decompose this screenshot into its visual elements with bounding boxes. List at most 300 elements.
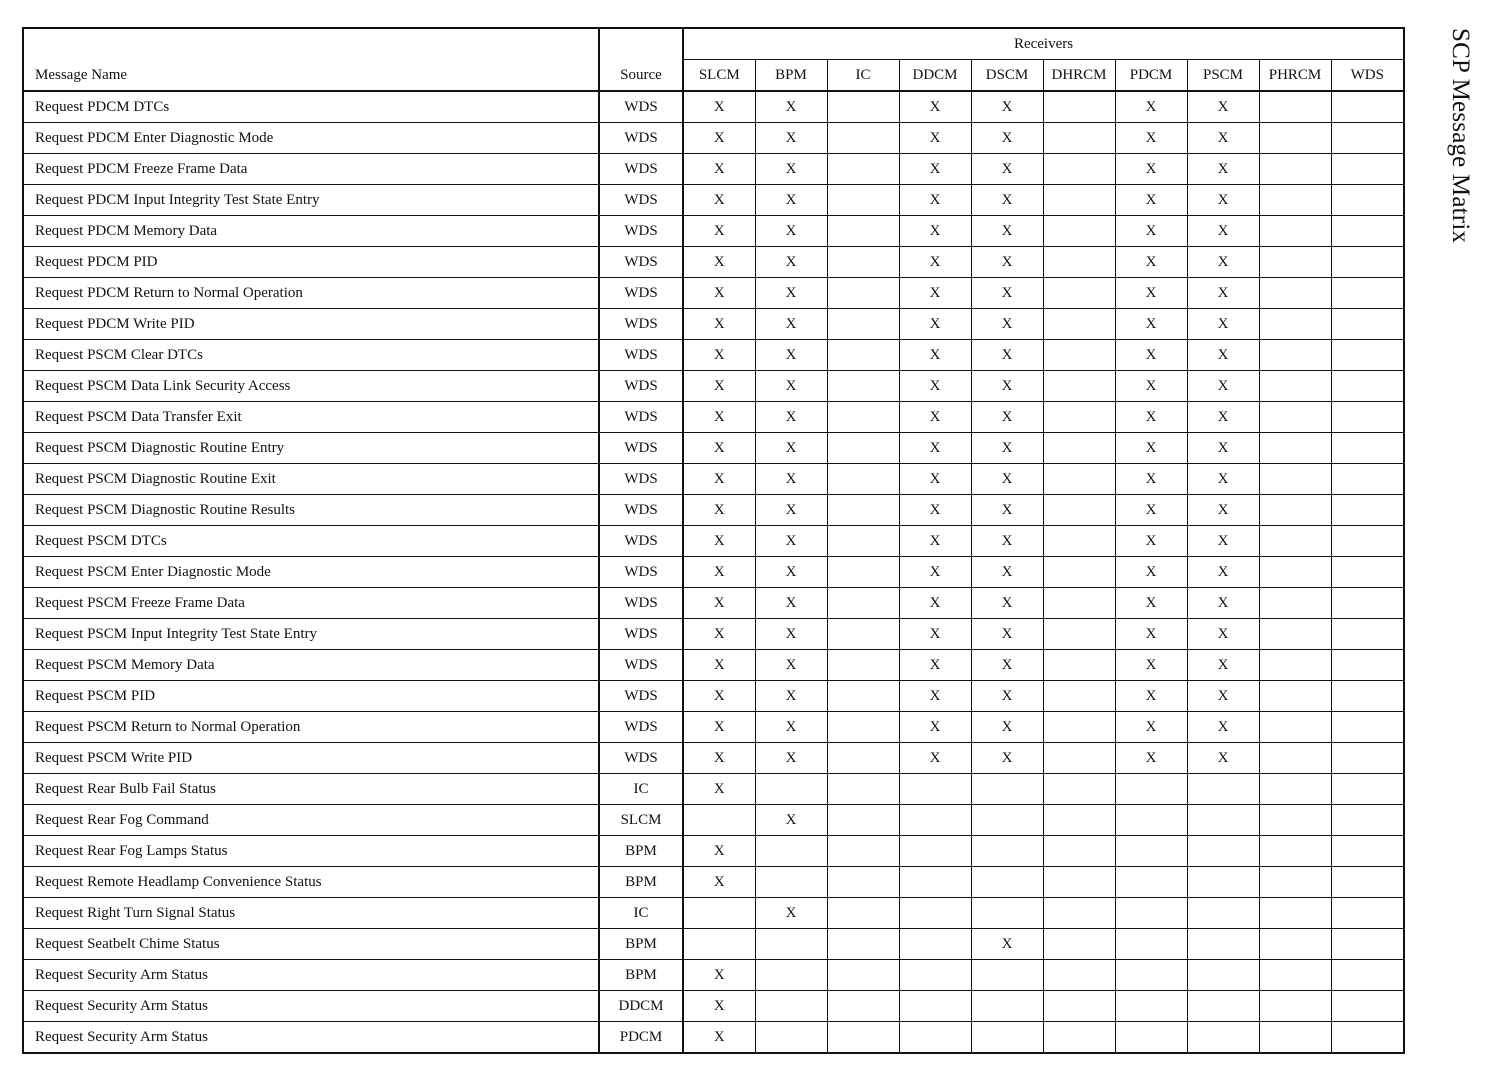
- receiver-cell-pscm: X: [1187, 743, 1259, 774]
- receiver-cell-dhrcm: [1043, 154, 1115, 185]
- table-row: [23, 185, 1404, 216]
- receiver-cell-wds: [1331, 154, 1404, 185]
- receiver-cell-bpm: X: [755, 898, 827, 929]
- receiver-cell-pdcm: X: [1115, 91, 1187, 123]
- receiver-cell-pdcm: X: [1115, 526, 1187, 557]
- message-name-cell: Request Seatbelt Chime Status: [23, 929, 599, 960]
- receiver-cell-bpm: X: [755, 309, 827, 340]
- receiver-cell-bpm: X: [755, 185, 827, 216]
- receiver-cell-dhrcm: [1043, 960, 1115, 991]
- receiver-cell-ddcm: X: [899, 557, 971, 588]
- receiver-cell-ic: [827, 805, 899, 836]
- source-cell: WDS: [599, 650, 683, 681]
- receiver-cell-ddcm: [899, 960, 971, 991]
- receiver-cell-dhrcm: [1043, 681, 1115, 712]
- receiver-cell-ddcm: [899, 867, 971, 898]
- receiver-cell-bpm: X: [755, 495, 827, 526]
- receiver-cell-slcm: X: [683, 836, 755, 867]
- table-row: [23, 464, 1404, 495]
- table-row: [23, 650, 1404, 681]
- receiver-cell-ddcm: X: [899, 309, 971, 340]
- receiver-cell-ddcm: X: [899, 619, 971, 650]
- table-body: [23, 91, 1404, 1053]
- receiver-cell-dhrcm: [1043, 557, 1115, 588]
- receiver-cell-pdcm: X: [1115, 340, 1187, 371]
- receiver-cell-phrcm: [1259, 371, 1331, 402]
- receiver-cell-phrcm: [1259, 929, 1331, 960]
- receiver-cell-ddcm: [899, 929, 971, 960]
- receiver-cell-dscm: [971, 867, 1043, 898]
- table-row: [23, 774, 1404, 805]
- receiver-cell-ic: [827, 216, 899, 247]
- receiver-cell-wds: [1331, 495, 1404, 526]
- receiver-cell-ddcm: X: [899, 712, 971, 743]
- receiver-cell-pdcm: X: [1115, 402, 1187, 433]
- receiver-cell-bpm: X: [755, 557, 827, 588]
- receiver-cell-wds: [1331, 91, 1404, 123]
- receiver-cell-dhrcm: [1043, 588, 1115, 619]
- receiver-cell-slcm: [683, 898, 755, 929]
- table-row: [23, 805, 1404, 836]
- message-name-cell: Request PSCM Diagnostic Routine Results: [23, 495, 599, 526]
- receiver-cell-pdcm: X: [1115, 588, 1187, 619]
- table-row: [23, 216, 1404, 247]
- table-row: [23, 495, 1404, 526]
- page-title-vertical: [1410, 28, 1486, 258]
- receiver-cell-phrcm: [1259, 898, 1331, 929]
- source-cell: BPM: [599, 836, 683, 867]
- receiver-cell-pscm: [1187, 898, 1259, 929]
- receiver-cell-phrcm: [1259, 185, 1331, 216]
- table-row: [23, 154, 1404, 185]
- receiver-cell-phrcm: [1259, 743, 1331, 774]
- receiver-cell-slcm: X: [683, 464, 755, 495]
- receiver-cell-dscm: X: [971, 309, 1043, 340]
- receiver-cell-dhrcm: [1043, 91, 1115, 123]
- receiver-cell-dhrcm: [1043, 991, 1115, 1022]
- source-cell: BPM: [599, 929, 683, 960]
- table-row: [23, 1022, 1404, 1054]
- receiver-cell-pdcm: [1115, 867, 1187, 898]
- receiver-cell-slcm: X: [683, 619, 755, 650]
- receiver-cell-pdcm: X: [1115, 433, 1187, 464]
- receiver-cell-pdcm: X: [1115, 216, 1187, 247]
- receiver-cell-pscm: [1187, 805, 1259, 836]
- receiver-cell-slcm: X: [683, 960, 755, 991]
- receiver-cell-wds: [1331, 526, 1404, 557]
- receiver-cell-pdcm: X: [1115, 557, 1187, 588]
- message-name-cell: Request Security Arm Status: [23, 991, 599, 1022]
- table-row: [23, 743, 1404, 774]
- receiver-cell-bpm: X: [755, 588, 827, 619]
- table-header: [23, 28, 1404, 91]
- receiver-cell-phrcm: [1259, 464, 1331, 495]
- receiver-cell-pscm: X: [1187, 91, 1259, 123]
- receiver-cell-ddcm: X: [899, 91, 971, 123]
- source-cell: WDS: [599, 495, 683, 526]
- header-receiver-dhrcm: DHRCM: [1043, 60, 1115, 92]
- receiver-cell-ic: [827, 495, 899, 526]
- receiver-cell-ddcm: X: [899, 371, 971, 402]
- receiver-cell-slcm: X: [683, 867, 755, 898]
- table-row: [23, 309, 1404, 340]
- receiver-cell-ic: [827, 371, 899, 402]
- receiver-cell-phrcm: [1259, 1022, 1331, 1054]
- receiver-cell-bpm: X: [755, 650, 827, 681]
- source-cell: WDS: [599, 216, 683, 247]
- source-cell: DDCM: [599, 991, 683, 1022]
- source-cell: WDS: [599, 588, 683, 619]
- receiver-cell-ddcm: X: [899, 247, 971, 278]
- table-row: [23, 526, 1404, 557]
- receiver-cell-dscm: [971, 836, 1043, 867]
- receiver-cell-dscm: X: [971, 557, 1043, 588]
- receiver-cell-wds: [1331, 743, 1404, 774]
- source-cell: WDS: [599, 154, 683, 185]
- receiver-cell-ic: [827, 557, 899, 588]
- receiver-cell-pdcm: X: [1115, 619, 1187, 650]
- message-name-cell: Request PSCM Write PID: [23, 743, 599, 774]
- receiver-cell-dscm: X: [971, 185, 1043, 216]
- receiver-cell-slcm: X: [683, 309, 755, 340]
- receiver-cell-dhrcm: [1043, 340, 1115, 371]
- receiver-cell-phrcm: [1259, 836, 1331, 867]
- receiver-cell-bpm: [755, 991, 827, 1022]
- receiver-cell-pdcm: X: [1115, 154, 1187, 185]
- receiver-cell-dscm: X: [971, 929, 1043, 960]
- receiver-cell-pscm: X: [1187, 371, 1259, 402]
- receiver-cell-phrcm: [1259, 588, 1331, 619]
- receiver-cell-dhrcm: [1043, 309, 1115, 340]
- table-row: [23, 371, 1404, 402]
- receiver-cell-bpm: [755, 774, 827, 805]
- source-cell: IC: [599, 898, 683, 929]
- receiver-cell-bpm: X: [755, 402, 827, 433]
- receiver-cell-ddcm: X: [899, 433, 971, 464]
- receiver-cell-wds: [1331, 712, 1404, 743]
- receiver-cell-slcm: X: [683, 650, 755, 681]
- receiver-cell-slcm: X: [683, 774, 755, 805]
- receiver-cell-ic: [827, 526, 899, 557]
- receiver-cell-phrcm: [1259, 650, 1331, 681]
- receiver-cell-dscm: X: [971, 91, 1043, 123]
- receiver-cell-pscm: [1187, 1022, 1259, 1054]
- message-name-cell: Request Rear Fog Command: [23, 805, 599, 836]
- message-name-cell: Request PSCM Clear DTCs: [23, 340, 599, 371]
- receiver-cell-slcm: X: [683, 216, 755, 247]
- message-name-cell: Request PSCM Data Transfer Exit: [23, 402, 599, 433]
- receiver-cell-phrcm: [1259, 154, 1331, 185]
- header-receiver-wds: WDS: [1331, 60, 1404, 92]
- receiver-cell-slcm: X: [683, 991, 755, 1022]
- receiver-cell-dscm: [971, 991, 1043, 1022]
- receiver-cell-phrcm: [1259, 340, 1331, 371]
- receiver-cell-slcm: X: [683, 185, 755, 216]
- receiver-cell-dhrcm: [1043, 619, 1115, 650]
- receiver-cell-pscm: X: [1187, 526, 1259, 557]
- receiver-cell-slcm: X: [683, 557, 755, 588]
- receiver-cell-wds: [1331, 1022, 1404, 1054]
- source-cell: WDS: [599, 681, 683, 712]
- source-cell: WDS: [599, 123, 683, 154]
- receiver-cell-pscm: X: [1187, 309, 1259, 340]
- receiver-cell-phrcm: [1259, 774, 1331, 805]
- receiver-cell-ic: [827, 123, 899, 154]
- source-cell: PDCM: [599, 1022, 683, 1054]
- receiver-cell-pdcm: [1115, 898, 1187, 929]
- receiver-cell-ic: [827, 650, 899, 681]
- table-row: [23, 991, 1404, 1022]
- receiver-cell-dhrcm: [1043, 898, 1115, 929]
- table-row: [23, 123, 1404, 154]
- receiver-cell-ic: [827, 712, 899, 743]
- receiver-cell-dscm: X: [971, 681, 1043, 712]
- receiver-cell-wds: [1331, 805, 1404, 836]
- receiver-cell-ic: [827, 898, 899, 929]
- receiver-cell-phrcm: [1259, 619, 1331, 650]
- receiver-cell-pscm: X: [1187, 216, 1259, 247]
- receiver-cell-wds: [1331, 588, 1404, 619]
- receiver-cell-wds: [1331, 278, 1404, 309]
- receiver-cell-dhrcm: [1043, 247, 1115, 278]
- receiver-cell-wds: [1331, 433, 1404, 464]
- receiver-cell-pdcm: X: [1115, 495, 1187, 526]
- message-name-cell: Request PSCM PID: [23, 681, 599, 712]
- receiver-cell-bpm: [755, 929, 827, 960]
- receiver-cell-pscm: X: [1187, 681, 1259, 712]
- receiver-cell-phrcm: [1259, 805, 1331, 836]
- receiver-cell-bpm: X: [755, 526, 827, 557]
- receiver-cell-slcm: X: [683, 681, 755, 712]
- table-row: [23, 929, 1404, 960]
- message-name-cell: Request Rear Fog Lamps Status: [23, 836, 599, 867]
- receiver-cell-pscm: [1187, 774, 1259, 805]
- receiver-cell-pdcm: X: [1115, 309, 1187, 340]
- receiver-cell-ddcm: X: [899, 278, 971, 309]
- source-cell: WDS: [599, 247, 683, 278]
- receiver-cell-dscm: X: [971, 247, 1043, 278]
- receiver-cell-ddcm: X: [899, 402, 971, 433]
- message-name-cell: Request PDCM Memory Data: [23, 216, 599, 247]
- receiver-cell-bpm: X: [755, 154, 827, 185]
- table-row: [23, 340, 1404, 371]
- receiver-cell-ic: [827, 588, 899, 619]
- receiver-cell-dscm: [971, 960, 1043, 991]
- receiver-cell-slcm: X: [683, 247, 755, 278]
- receiver-cell-dhrcm: [1043, 774, 1115, 805]
- table-row: [23, 91, 1404, 123]
- message-name-cell: Request Right Turn Signal Status: [23, 898, 599, 929]
- receiver-cell-dhrcm: [1043, 185, 1115, 216]
- receiver-cell-dscm: X: [971, 371, 1043, 402]
- receiver-cell-bpm: X: [755, 681, 827, 712]
- receiver-cell-bpm: X: [755, 712, 827, 743]
- receiver-cell-dhrcm: [1043, 495, 1115, 526]
- receiver-cell-dscm: [971, 1022, 1043, 1054]
- receiver-cell-slcm: X: [683, 402, 755, 433]
- receiver-cell-slcm: X: [683, 588, 755, 619]
- receiver-cell-bpm: [755, 867, 827, 898]
- receiver-cell-pdcm: X: [1115, 247, 1187, 278]
- receiver-cell-wds: [1331, 464, 1404, 495]
- receiver-cell-ic: [827, 836, 899, 867]
- header-message-name: Message Name: [23, 28, 599, 91]
- receiver-cell-ddcm: [899, 898, 971, 929]
- receiver-cell-pscm: X: [1187, 123, 1259, 154]
- receiver-cell-pdcm: X: [1115, 278, 1187, 309]
- receiver-cell-dscm: X: [971, 340, 1043, 371]
- receiver-cell-bpm: X: [755, 91, 827, 123]
- source-cell: WDS: [599, 402, 683, 433]
- receiver-cell-pscm: X: [1187, 557, 1259, 588]
- receiver-cell-pscm: X: [1187, 247, 1259, 278]
- source-cell: BPM: [599, 960, 683, 991]
- receiver-cell-pdcm: [1115, 960, 1187, 991]
- receiver-cell-phrcm: [1259, 433, 1331, 464]
- receiver-cell-wds: [1331, 216, 1404, 247]
- receiver-cell-wds: [1331, 650, 1404, 681]
- message-name-cell: Request PSCM Diagnostic Routine Entry: [23, 433, 599, 464]
- receiver-cell-ddcm: [899, 991, 971, 1022]
- receiver-cell-pscm: X: [1187, 278, 1259, 309]
- receiver-cell-dscm: X: [971, 216, 1043, 247]
- source-cell: WDS: [599, 526, 683, 557]
- receiver-cell-dhrcm: [1043, 1022, 1115, 1054]
- receiver-cell-wds: [1331, 123, 1404, 154]
- table-row: [23, 960, 1404, 991]
- receiver-cell-dscm: X: [971, 278, 1043, 309]
- receiver-cell-bpm: X: [755, 371, 827, 402]
- table-row: [23, 619, 1404, 650]
- receiver-cell-dhrcm: [1043, 464, 1115, 495]
- source-cell: WDS: [599, 371, 683, 402]
- receiver-cell-dscm: X: [971, 526, 1043, 557]
- receiver-cell-bpm: X: [755, 247, 827, 278]
- message-name-cell: Request PSCM Data Link Security Access: [23, 371, 599, 402]
- receiver-cell-dscm: X: [971, 588, 1043, 619]
- receiver-cell-pscm: [1187, 929, 1259, 960]
- receiver-cell-dscm: X: [971, 154, 1043, 185]
- receiver-cell-ic: [827, 743, 899, 774]
- receiver-cell-dscm: [971, 774, 1043, 805]
- receiver-cell-ddcm: X: [899, 154, 971, 185]
- message-name-cell: Request PSCM Enter Diagnostic Mode: [23, 557, 599, 588]
- table-row: [23, 588, 1404, 619]
- receiver-cell-phrcm: [1259, 247, 1331, 278]
- receiver-cell-ic: [827, 681, 899, 712]
- receiver-cell-phrcm: [1259, 526, 1331, 557]
- receiver-cell-bpm: X: [755, 464, 827, 495]
- receiver-cell-pscm: X: [1187, 464, 1259, 495]
- table-row: [23, 898, 1404, 929]
- receiver-cell-pdcm: X: [1115, 743, 1187, 774]
- receiver-cell-pscm: X: [1187, 650, 1259, 681]
- table-row: [23, 278, 1404, 309]
- source-cell: SLCM: [599, 805, 683, 836]
- receiver-cell-bpm: [755, 960, 827, 991]
- source-cell: WDS: [599, 91, 683, 123]
- receiver-cell-wds: [1331, 557, 1404, 588]
- header-receiver-phrcm: PHRCM: [1259, 60, 1331, 92]
- receiver-cell-dhrcm: [1043, 278, 1115, 309]
- receiver-cell-ddcm: X: [899, 123, 971, 154]
- receiver-cell-wds: [1331, 991, 1404, 1022]
- receiver-cell-pdcm: [1115, 929, 1187, 960]
- message-name-cell: Request PSCM DTCs: [23, 526, 599, 557]
- receiver-cell-pdcm: [1115, 1022, 1187, 1054]
- receiver-cell-ic: [827, 340, 899, 371]
- receiver-cell-slcm: X: [683, 371, 755, 402]
- receiver-cell-bpm: X: [755, 216, 827, 247]
- receiver-cell-ic: [827, 1022, 899, 1054]
- receiver-cell-pdcm: [1115, 991, 1187, 1022]
- message-name-cell: Request PSCM Memory Data: [23, 650, 599, 681]
- receiver-cell-wds: [1331, 371, 1404, 402]
- receiver-cell-slcm: X: [683, 712, 755, 743]
- receiver-cell-ddcm: X: [899, 681, 971, 712]
- receiver-cell-dhrcm: [1043, 743, 1115, 774]
- message-name-cell: Request PDCM Enter Diagnostic Mode: [23, 123, 599, 154]
- receiver-cell-dhrcm: [1043, 805, 1115, 836]
- message-name-cell: Request PSCM Freeze Frame Data: [23, 588, 599, 619]
- receiver-cell-ddcm: X: [899, 650, 971, 681]
- receiver-cell-dhrcm: [1043, 650, 1115, 681]
- receiver-cell-ic: [827, 91, 899, 123]
- receiver-cell-pdcm: [1115, 774, 1187, 805]
- receiver-cell-wds: [1331, 340, 1404, 371]
- receiver-cell-slcm: X: [683, 278, 755, 309]
- receiver-cell-slcm: X: [683, 526, 755, 557]
- source-cell: WDS: [599, 340, 683, 371]
- receiver-cell-ic: [827, 185, 899, 216]
- receiver-cell-bpm: X: [755, 805, 827, 836]
- receiver-cell-wds: [1331, 960, 1404, 991]
- receiver-cell-pscm: X: [1187, 185, 1259, 216]
- receiver-cell-slcm: X: [683, 340, 755, 371]
- receiver-cell-ddcm: X: [899, 495, 971, 526]
- table-row: [23, 247, 1404, 278]
- receiver-cell-pscm: [1187, 867, 1259, 898]
- receiver-cell-phrcm: [1259, 495, 1331, 526]
- receiver-cell-wds: [1331, 619, 1404, 650]
- receiver-cell-phrcm: [1259, 91, 1331, 123]
- receiver-cell-pscm: X: [1187, 712, 1259, 743]
- receiver-cell-wds: [1331, 774, 1404, 805]
- page-title: SCP Message Matrix: [1447, 28, 1474, 244]
- table-row: [23, 836, 1404, 867]
- header-receiver-pdcm: PDCM: [1115, 60, 1187, 92]
- source-cell: WDS: [599, 278, 683, 309]
- receiver-cell-bpm: X: [755, 340, 827, 371]
- receiver-cell-ddcm: X: [899, 216, 971, 247]
- receiver-cell-slcm: X: [683, 433, 755, 464]
- receiver-cell-wds: [1331, 309, 1404, 340]
- receiver-cell-dscm: [971, 805, 1043, 836]
- receiver-cell-pscm: X: [1187, 619, 1259, 650]
- message-name-cell: Request Security Arm Status: [23, 960, 599, 991]
- source-cell: WDS: [599, 619, 683, 650]
- receiver-cell-phrcm: [1259, 712, 1331, 743]
- message-name-cell: Request PDCM Freeze Frame Data: [23, 154, 599, 185]
- receiver-cell-slcm: [683, 805, 755, 836]
- receiver-cell-dhrcm: [1043, 371, 1115, 402]
- receiver-cell-ddcm: X: [899, 464, 971, 495]
- receiver-cell-dscm: X: [971, 433, 1043, 464]
- receiver-cell-wds: [1331, 402, 1404, 433]
- table-row: [23, 712, 1404, 743]
- receiver-cell-phrcm: [1259, 867, 1331, 898]
- receiver-cell-pdcm: [1115, 805, 1187, 836]
